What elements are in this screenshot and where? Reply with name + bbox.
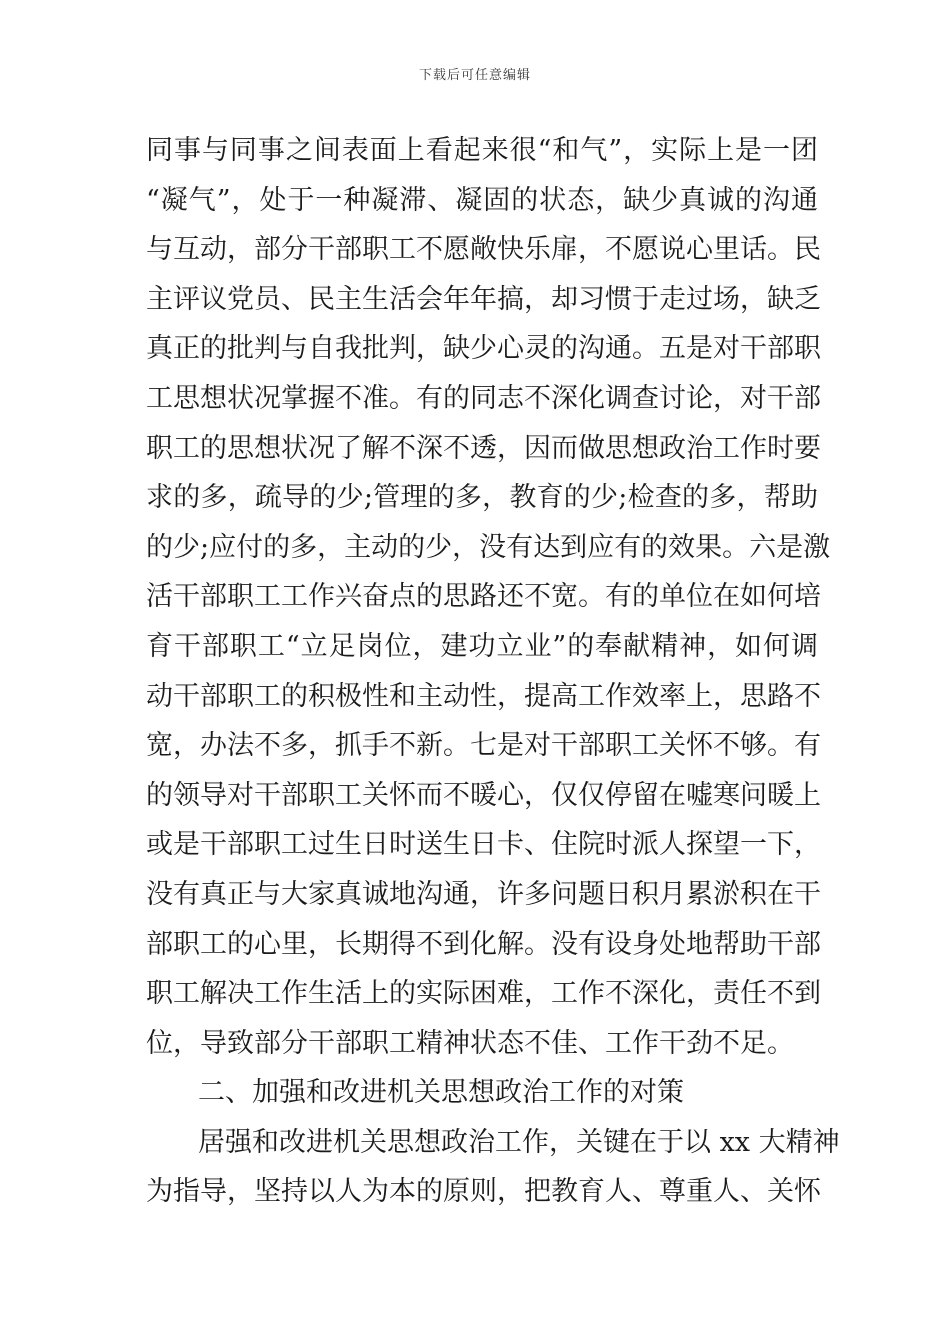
body-line: 与互动，部分干部职工不愿敞快乐扉，不愿说心里话。民 [146,234,821,266]
body-line: 活干部职工工作兴奋点的思路还不宽。有的单位在如何培 [146,581,821,613]
body-line: 动干部职工的积极性和主动性，提高工作效率上，思路不 [146,680,821,712]
body-line: 育干部职工“立足岗位，建功立业”的奉献精神，如何调 [146,630,818,662]
body-line: 位，导致部分干部职工精神状态不佳、工作干劲不足。 [146,1027,794,1059]
body-line: 居强和改进机关思想政治工作，关键在于以 xx 大精神 [198,1126,840,1158]
body-line: “凝气”，处于一种凝滞、凝固的状态，缺少真诚的沟通 [146,184,818,216]
body-line: 或是干部职工过生日时送生日卡、住院时派人探望一下， [146,829,821,861]
body-line: 部职工的心里，长期得不到化解。没有设身处地帮助干部 [146,928,821,960]
body-line: 同事与同事之间表面上看起来很“和气”，实际上是一团 [146,135,818,166]
body-line: 主评议党员、民主生活会年年搞，却习惯于走过场，缺乏 [146,283,821,315]
document-body [146,126,840,1217]
body-line: 的少;应付的多，主动的少，没有达到应有的效果。六是激 [146,531,831,563]
body-line: 为指导，坚持以人为本的原则，把教育人、尊重人、关怀 [146,1176,821,1208]
body-line: 的领导对干部职工关怀而不暖心，仅仅停留在嘘寒问暖上 [146,779,821,811]
page-header: 下载后可任意编辑 [418,68,531,83]
body-line: 职工解决工作生活上的实际困难，工作不深化，责任不到 [146,978,821,1010]
body-line: 宽，办法不多，抓手不新。七是对干部职工关怀不够。有 [146,730,821,762]
body-line: 职工的思想状况了解不深不透，因而做思想政治工作时要 [146,432,821,464]
body-line: 求的多，疏导的少;管理的多，教育的少;检查的多，帮助 [146,482,818,514]
body-line: 真正的批判与自我批判，缺少心灵的沟通。五是对干部职 [146,333,821,365]
body-line: 工思想状况掌握不准。有的同志不深化调查讨论，对干部 [146,382,821,414]
body-line: 没有真正与大家真诚地沟通，许多问题日积月累淤积在干 [146,878,821,910]
section-heading: 二、加强和改进机关思想政治工作的对策 [198,1077,684,1109]
